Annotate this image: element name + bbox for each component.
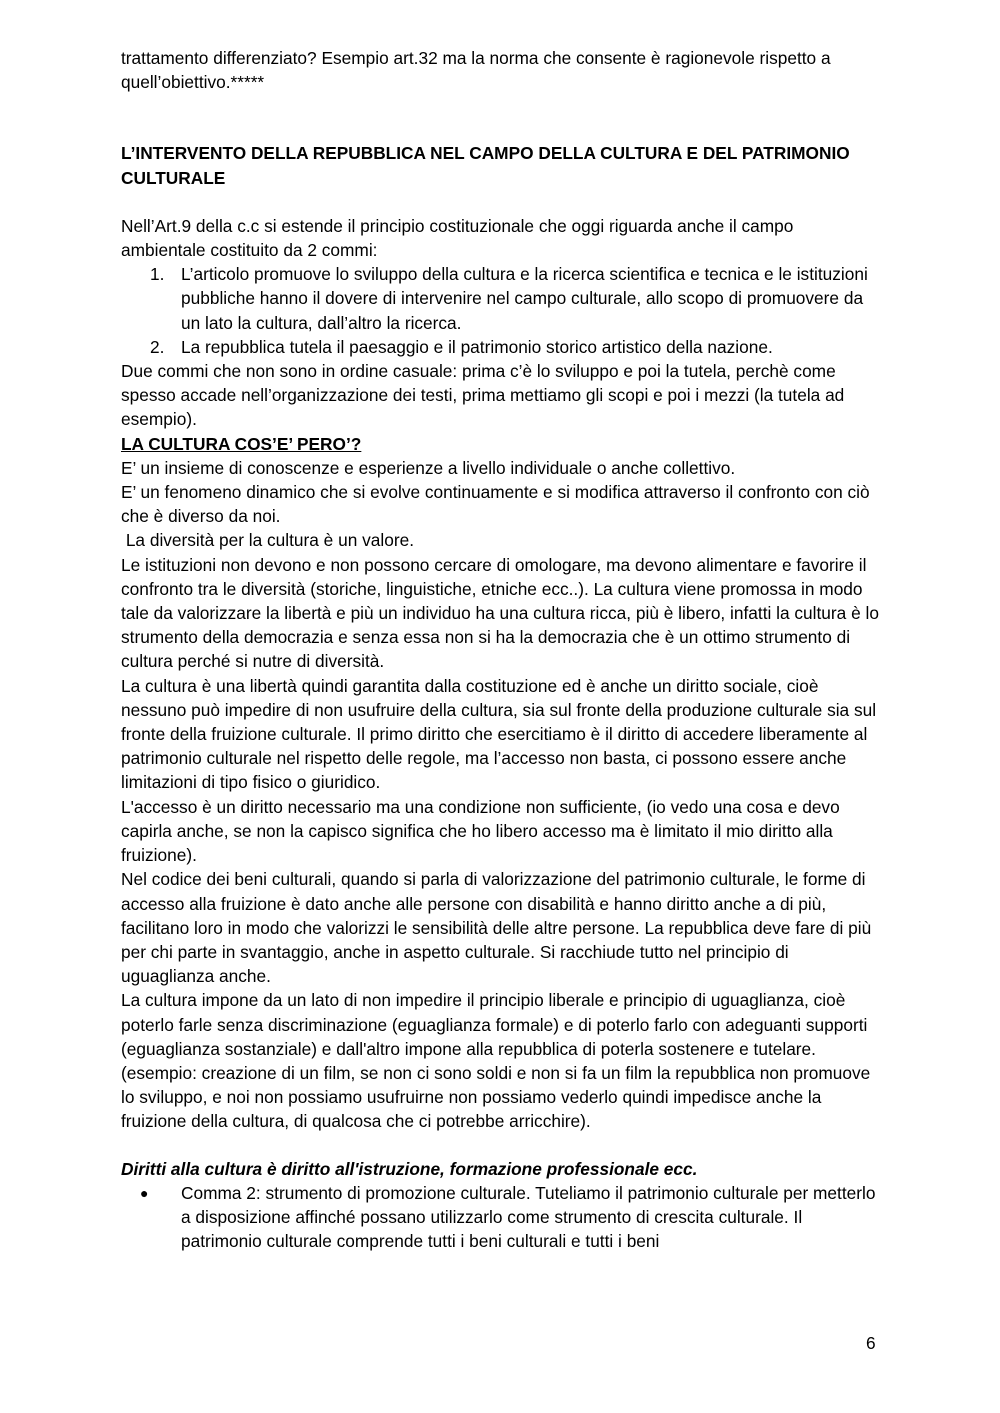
subheading: LA CULTURA COS’E’ PERO’? xyxy=(121,433,362,454)
bold-italic-statement: Diritti alla cultura è diritto all'istruzione, formazione professionale ecc. xyxy=(121,1158,698,1179)
body-paragraph: (esempio: creazione di un film, se non ci sono soldi e non si fa un film la repubblica non promuove lo sviluppo, e noi non possiamo usufruirne non possiamo vederlo quindi impedisce anche la fruizione della cultura, di qualcosa che ci potrebbe arricchire). xyxy=(121,1062,871,1132)
list-number: 1. xyxy=(150,264,165,285)
list-item-text: L’articolo promuove lo sviluppo della cultura e la ricerca scientifica e tecnica e le istituzioni pubbliche hanno il dovere di intervenire nel campo culturale, allo scopo di promuovere da un lato la cultura, dall’altro la ricerca. xyxy=(181,264,868,333)
page-number: 6 xyxy=(866,1333,876,1353)
list-number: 2. xyxy=(150,336,165,357)
body-paragraph: La diversità per la cultura è un valore. xyxy=(121,530,414,551)
intro-paragraph: trattamento differenziato? Esempio art.32 ma la norma che consente è ragionevole rispetto a quell’obiettivo.***** xyxy=(121,48,831,93)
bullet-list xyxy=(121,1181,881,1254)
document-page xyxy=(121,46,881,1253)
body-paragraph: La cultura è una libertà quindi garantita dalla costituzione ed è anche un diritto sociale, cioè nessuno può impedire di non usufruire della cultura, sia sul fronte della produzione culturale sia sul fronte della fruizione culturale. Il primo diritto che esercitiamo è il diritto di accedere liberamente al patrimonio culturale nel rispetto delle regole, ma l’accesso non basta, ci possono essere anche limitazioni di tipo fisico o giuridico. xyxy=(121,675,877,793)
list-item-text: Comma 2: strumento di promozione culturale. Tuteliamo il patrimonio culturale per metterlo a disposizione affinché possano utilizzarlo come strumento di crescita culturale. Il patrimonio culturale comprende tutti i beni culturali e tutti i beni xyxy=(181,1182,876,1252)
body-paragraph: L'accesso è un diritto necessario ma una condizione non sufficiente, (io vedo una cosa e devo capirla anche, se non la capisco significa che ho libero accesso ma è limitato il mio diritto alla fruizione). xyxy=(121,796,840,866)
list-item xyxy=(121,262,881,335)
body-paragraph: E’ un insieme di conoscenze e esperienze a livello individuale o anche collettivo. xyxy=(121,457,736,478)
body-paragraph: Le istituzioni non devono e non possono cercare di omologare, ma devono alimentare e favorire il confronto tra le diversità (storiche, linguistiche, etniche ecc..). La cultura viene promossa in modo tale da valorizzare la libertà e più un individuo ha una cultura ricca, più è libero, infatti la cultura è lo strumento della democrazia e senza essa non si ha la democrazia che è un ottimo strumento di cultura perché si nutre di diversità. xyxy=(121,554,879,672)
commi-list xyxy=(121,262,881,359)
body-paragraph: E’ un fenomeno dinamico che si evolve continuamente e si modifica attraverso il confronto con ciò che è diverso da noi. xyxy=(121,482,870,527)
bullet-icon: ● xyxy=(140,1184,149,1201)
body-paragraph: Nel codice dei beni culturali, quando si parla di valorizzazione del patrimonio culturale, le forme di accesso alla fruizione è dato anche alle persone con disabilità e hanno diritto anche a di più, facilitano loro in modo che valorizzi le sensibilità delle altre persone. La repubblica deve fare di più per chi parte in svantaggio, anche in aspetto culturale. Si racchiude tutto nel principio di uguaglianza anche. xyxy=(121,869,872,987)
art9-intro: Nell’Art.9 della c.c si estende il principio costituzionale che oggi riguarda anche il campo ambientale costituito da 2 commi: xyxy=(121,215,794,261)
list-item xyxy=(121,335,881,359)
list-item xyxy=(121,1181,881,1254)
section-heading: L’INTERVENTO DELLA REPUBBLICA NEL CAMPO DELLA CULTURA E DEL PATRIMONIO CULTURALE xyxy=(121,143,850,188)
body-paragraph: La cultura impone da un lato di non impedire il principio liberale e principio di uguaglianza, cioè poterlo farle senza discriminazione (eguaglianza formale) e di poterlo farlo con adeguanti supporti (eguaglianza sostanziale) e dall'altro impone alla repubblica di poterla sostenere e tutelare. xyxy=(121,990,868,1059)
commi-note: Due commi che non sono in ordine casuale: prima c’è lo sviluppo e poi la tutela, perchè come spesso accade nell’organizzazione dei testi, prima mettiamo gli scopi e poi i mezzi (la tutela ad esempio). xyxy=(121,361,845,430)
list-item-text: La repubblica tutela il paesaggio e il patrimonio storico artistico della nazione. xyxy=(181,336,773,357)
